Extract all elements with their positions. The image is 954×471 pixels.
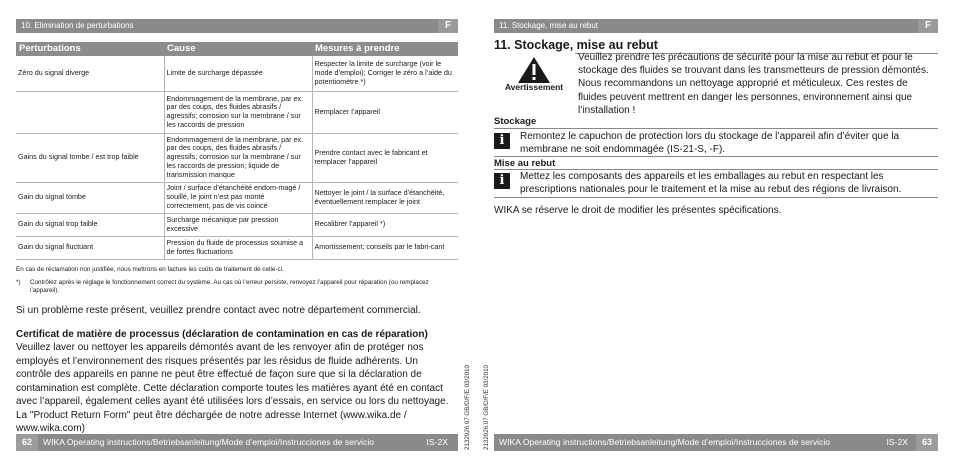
info-icon: i <box>494 133 510 149</box>
certificate-title: Certificat de matière de processus (déclaration de contamination en cas de réparation) <box>16 329 428 340</box>
left-page-header <box>16 19 458 33</box>
vertical-doc-code-right: 2132926.07 GB/D/F/E 03/2010 <box>483 365 490 450</box>
table-cell: Gain du signal tombe <box>16 182 164 213</box>
table-cell: Recalibrer l’appareil *) <box>312 213 458 236</box>
right-page-number: 63 <box>916 434 938 451</box>
column-header-cause: Cause <box>164 42 312 56</box>
info-icon: i <box>494 173 510 189</box>
table-cell: Joint / surface d’étanchéité endom-magé / souillé, le joint n’est pas monté correctement, pas de vis coincé <box>164 182 312 213</box>
disposal-divider-bottom <box>494 197 938 198</box>
warning-text: Veuillez prendre les précautions de sécurité pour la mise au rebut et pour le stockage des fluides se trouvant dans les transmetteurs de pression démontés. Nous recommandons un nettoyage approprié et méticuleux. Ces restes de fluides peuvent mettrent en danger les personnes, environnement ainsi que l’installation ! <box>578 52 929 116</box>
warning-triangle-icon <box>517 56 551 84</box>
left-footer-doc-code: IS-2X <box>426 437 448 447</box>
right-page-footer <box>494 434 938 451</box>
contact-text: Si un problème reste présent, veuillez prendre contact avec notre département commercial. <box>16 305 421 316</box>
storage-divider-bottom <box>494 156 938 157</box>
vertical-doc-code-left: 2132926.07 GB/D/F/E 03/2010 <box>464 365 471 450</box>
table-row <box>16 91 458 133</box>
table-cell: Prendre contact avec le fabricant et remplacer l’appareil <box>312 133 458 182</box>
table-cell: Gain du signal fluctuant <box>16 236 164 259</box>
table-row <box>16 133 458 182</box>
table-cell: Gain du signal trop faible <box>16 213 164 236</box>
rights-reserved-text: WIKA se réserve le droit de modifier les présentes spécifications. <box>494 205 782 216</box>
footnote-control: Contrôlez après le réglage le fonctionnement correct du système. Au cas où l’erreur persiste, renvoyez l’appareil pour réparation (ou remplacez l’appareil). <box>30 279 429 294</box>
table-cell: Gains du signal tombe / est trop faible <box>16 133 164 182</box>
left-language-badge: F <box>438 19 458 33</box>
table-cell: Surcharge mécanique par pression excessive <box>164 213 312 236</box>
table-cell: Remplacer l’appareil <box>312 91 458 133</box>
table-row <box>16 213 458 236</box>
table-cell: Endommagement de la membrane, par ex. par des coups, des fluides abrasifs / agressifs; corrosion sur la membrane / sur les raccords de pression; liquide de transmission manque <box>164 133 312 182</box>
table-cell: Respecter la limite de surcharge (voir le mode d’emploi); Corriger le zéro a l’aide du potentiomètre *) <box>312 56 458 91</box>
storage-text: Remontez le capuchon de protection lors du stockage de l’appareil afin d’éviter que la membrane ne soit endommagée (IS-21-S, -F). <box>520 131 900 156</box>
column-header-mesures: Mesures à prendre <box>312 42 458 56</box>
right-page-header <box>494 19 938 33</box>
table-cell: Pression du fluide de processus soumise a de fortes fluctuations <box>164 236 312 259</box>
table-header-row <box>16 42 458 56</box>
table-cell: Zéro du signal diverge <box>16 56 164 91</box>
right-footer-doc-code: IS-2X <box>886 437 908 447</box>
warning-box <box>494 54 574 94</box>
table-row <box>16 56 458 91</box>
right-footer-text: WIKA Operating instructions/Betriebsanleitung/Mode d’emploi/Instrucciones de servicio <box>499 437 831 447</box>
footnote-marker: *) <box>16 279 21 286</box>
left-header-title: 10. Elimination de perturbations <box>21 21 134 30</box>
disposal-title: Mise au rebut <box>494 158 556 169</box>
right-header-title: 11. Stockage, mise au rebut <box>499 21 599 30</box>
column-header-perturbations: Perturbations <box>16 42 164 56</box>
table-row <box>16 182 458 213</box>
table-cell <box>16 91 164 133</box>
section-title: 11. Stockage, mise au rebut <box>494 38 658 52</box>
left-page-number: 62 <box>16 434 38 451</box>
left-footer-text: WIKA Operating instructions/Betriebsanleitung/Mode d’emploi/Instrucciones de servicio <box>43 437 375 447</box>
disposal-text: Mettez les composants des appareils et les emballages au rebut en respectant les prescriptions nationales pour le traitement et la mise au rebut des régions de livraison. <box>520 171 902 196</box>
certificate-text: Veuillez laver ou nettoyer les appareils démontés avant de les renvoyer afin de protéger nos employés et l’environnement des risques présentés par les résidus de fluide adhérents. Un contrôle des appareils en panne ne peut être effectué de façon sure que si la déclaration de contamination est complète. Cette déclaration comporte toutes les matières ayant été en contact avec l’appareil, également celles ayant été utilisées lors d’essais, en service ou lors du nettoyage. La "Product Return Form" peut être déchargée de notre adresse Internet (www.wika.de / www.wika.com) <box>16 342 449 434</box>
left-page-footer <box>16 434 458 451</box>
storage-title: Stockage <box>494 116 537 127</box>
troubleshooting-table <box>16 42 458 260</box>
table-row <box>16 236 458 259</box>
table-cell: Amortissement; conseils par le fabri-cant <box>312 236 458 259</box>
storage-divider-top <box>494 128 938 129</box>
table-cell: Endommagement de la membrane, par ex. par des coups, des fluides abrasifs / agressifs; corrosion sur la membrane / sur les raccords de pression <box>164 91 312 133</box>
table-cell: Limite de surcharge dépassée <box>164 56 312 91</box>
right-language-badge: F <box>918 19 938 33</box>
footnote-reclamation: En cas de réclamation non justifiée, nous mettrons en facture les coûts de traitement de celle-ci. <box>16 266 284 273</box>
warning-label: Avertissement <box>504 82 564 92</box>
table-cell: Nettoyer le joint / la surface d’étanchéité, éventuellement remplacer le joint <box>312 182 458 213</box>
